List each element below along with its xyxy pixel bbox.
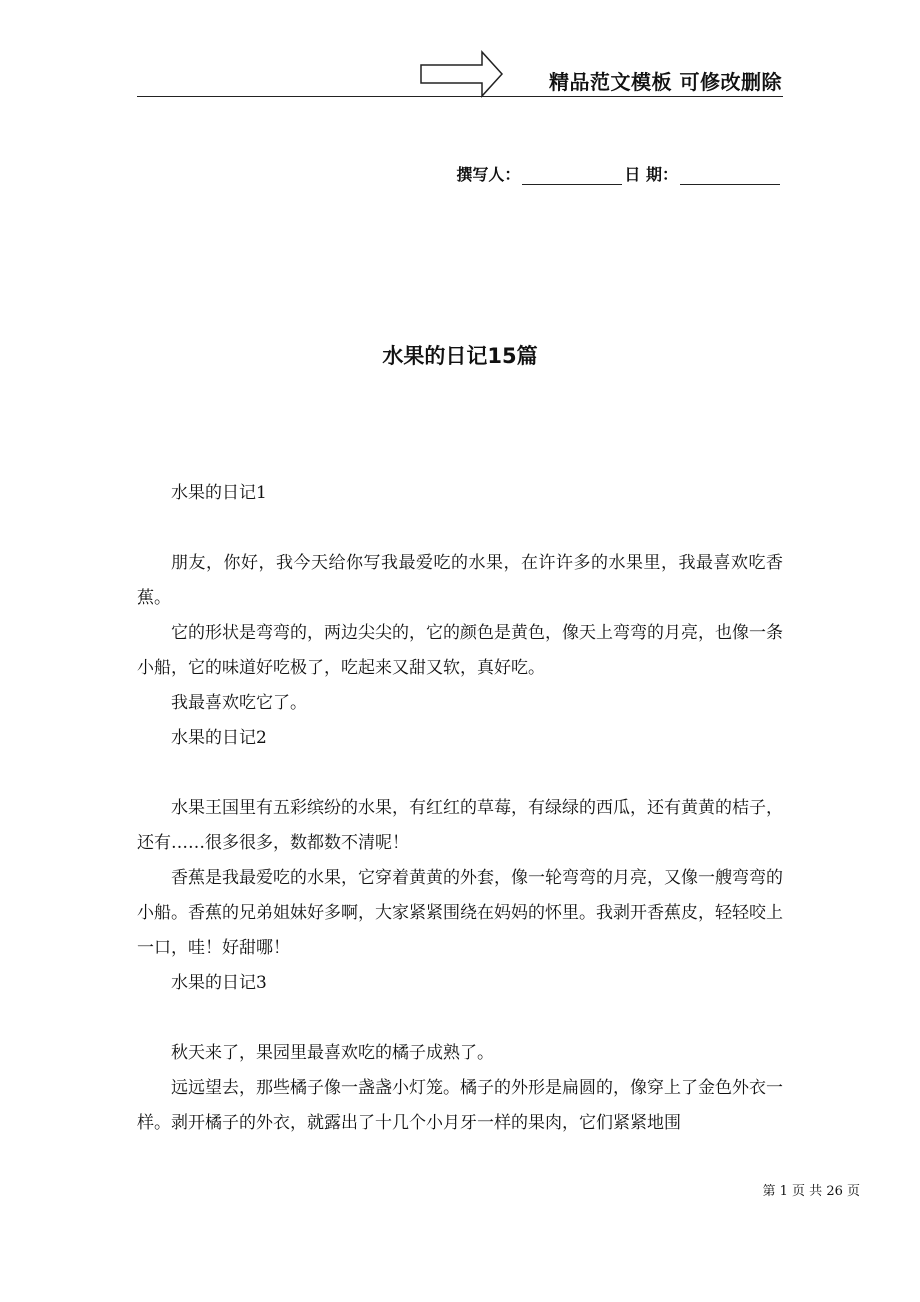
banner-text: 精品范文模板 可修改删除 (549, 70, 782, 94)
document-body (137, 476, 783, 1141)
paragraph: 秋天来了，果园里最喜欢吃的橘子成熟了。 (171, 1043, 494, 1063)
section-3 (137, 966, 783, 1141)
paragraph: 它的形状是弯弯的，两边尖尖的，它的颜色是黄色，像天上弯弯的月亮，也像一条小船，它的味道好吃极了，吃起来又甜又软，真好吃。 (137, 623, 783, 678)
paragraph: 香蕉是我最爱吃的水果，它穿着黄黄的外套，像一轮弯弯的月亮，又像一艘弯弯的小船。香蕉的兄弟姐妹好多啊，大家紧紧围绕在妈妈的怀里。我剥开香蕉皮，轻轻咬上一口，哇！好甜哪！ (137, 868, 783, 958)
author-label: 撰写人： (456, 165, 521, 184)
section-heading: 水果的日记2 (171, 728, 267, 748)
page-number: 第 1 页 共 26 页 (762, 1184, 860, 1199)
arrow-icon (420, 50, 504, 98)
author-date-line (456, 162, 782, 185)
author-blank[interactable] (522, 166, 622, 185)
section-2 (137, 721, 783, 966)
header-rule (137, 96, 783, 97)
section-heading: 水果的日记3 (171, 973, 267, 993)
paragraph: 我最喜欢吃它了。 (171, 693, 307, 713)
document-title: 水果的日记15篇 (382, 344, 538, 368)
date-blank[interactable] (680, 166, 780, 185)
paragraph: 远远望去，那些橘子像一盏盏小灯笼。橘子的外形是扁圆的，像穿上了金色外衣一样。剥开橘子的外衣，就露出了十几个小月牙一样的果肉，它们紧紧地围 (137, 1078, 783, 1133)
date-label: 日 期： (624, 165, 678, 184)
paragraph: 水果王国里有五彩缤纷的水果，有红红的草莓，有绿绿的西瓜，还有黄黄的桔子，还有……很多很多，数都数不清呢！ (137, 798, 783, 853)
paragraph: 朋友，你好，我今天给你写我最爱吃的水果，在许许多的水果里，我最喜欢吃香蕉。 (137, 553, 783, 608)
section-heading: 水果的日记1 (171, 483, 267, 503)
section-1 (137, 476, 783, 721)
